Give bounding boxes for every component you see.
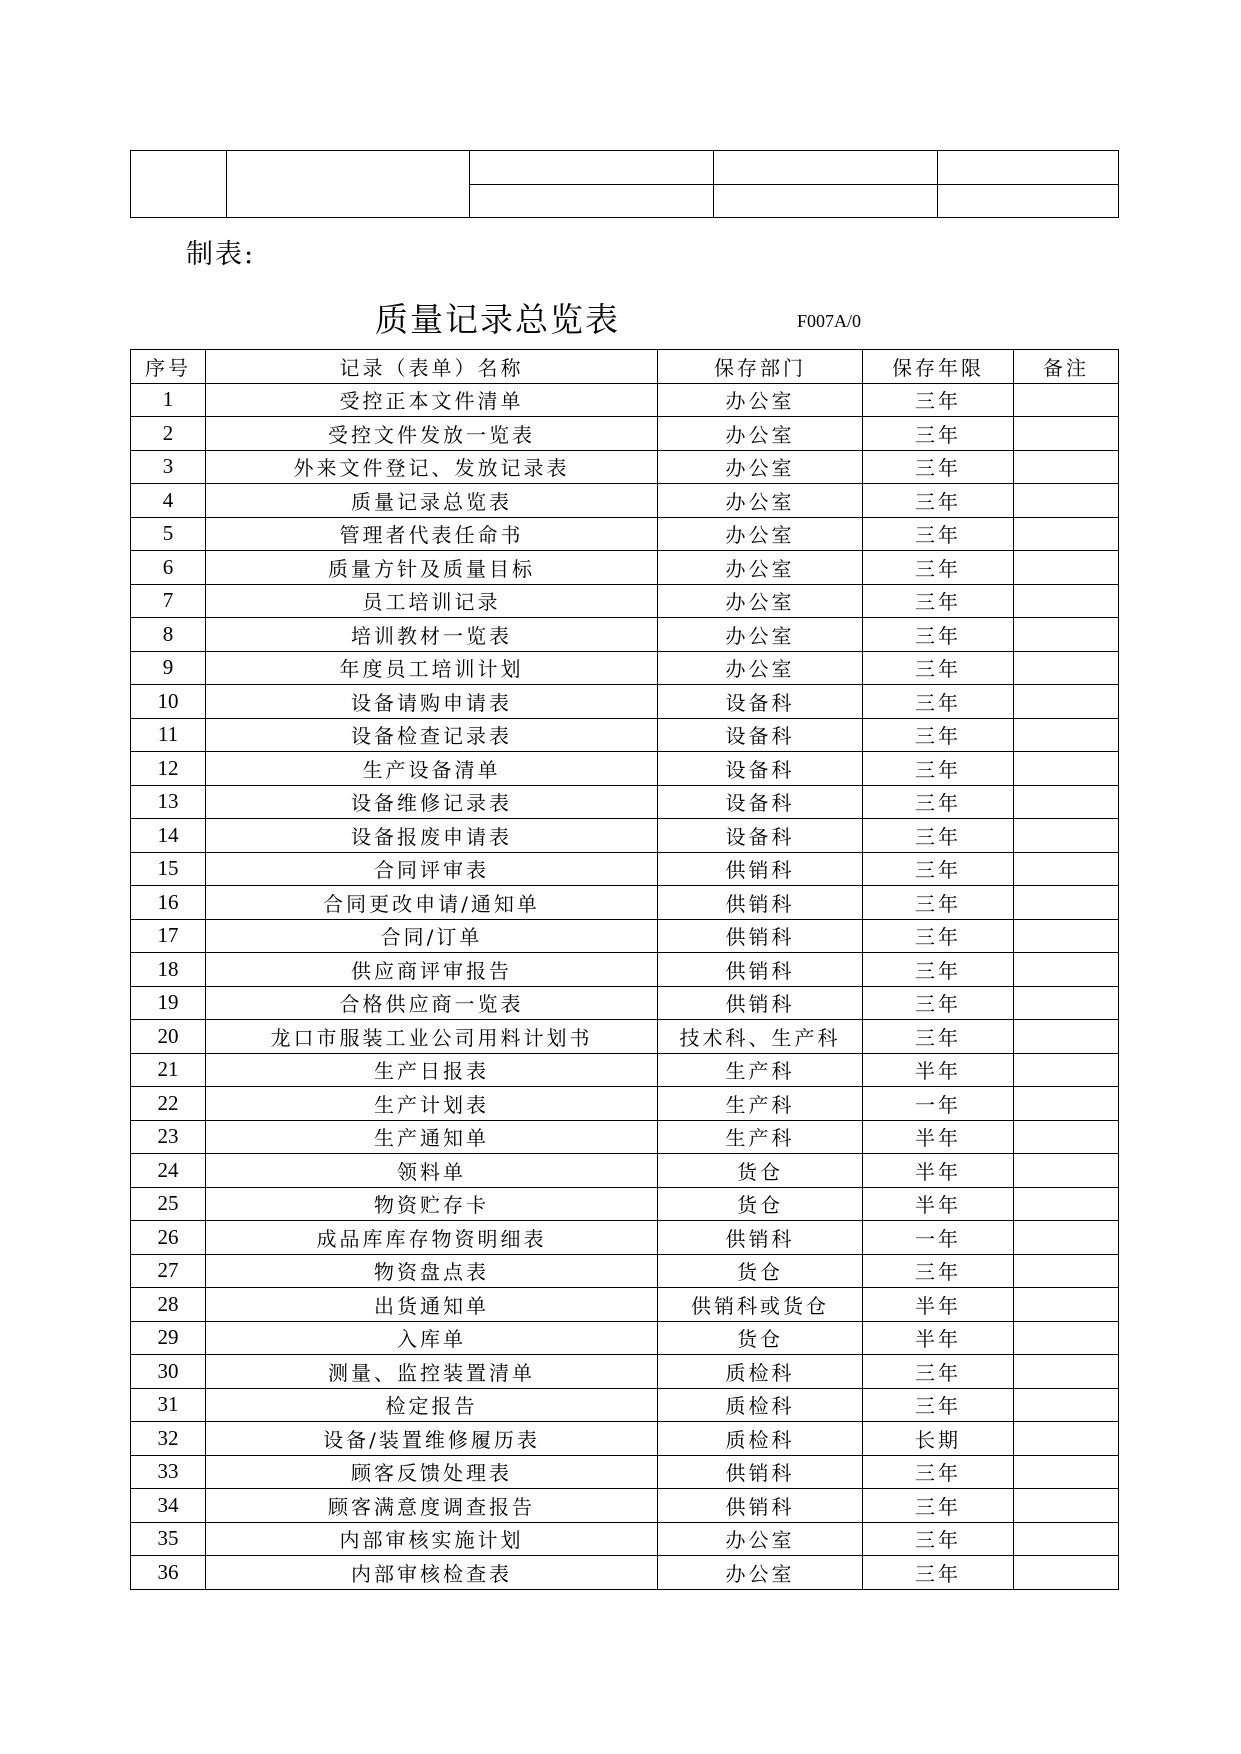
retention-cell: 三年 [863,953,1014,987]
remarks-cell [1014,551,1119,585]
record-name-cell: 检定报告 [206,1388,658,1422]
department-cell: 生产科 [658,1087,863,1121]
serial-cell: 9 [131,651,206,685]
serial-cell: 36 [131,1556,206,1590]
record-name-cell: 合同/订单 [206,919,658,953]
retention-cell: 三年 [863,919,1014,953]
remarks-cell [1014,1422,1119,1456]
record-name-cell: 管理者代表任命书 [206,517,658,551]
retention-cell: 三年 [863,1355,1014,1389]
retention-cell: 半年 [863,1288,1014,1322]
serial-cell: 7 [131,584,206,618]
record-name-cell: 生产设备清单 [206,752,658,786]
serial-cell: 14 [131,819,206,853]
retention-cell: 半年 [863,1120,1014,1154]
department-cell: 供销科 [658,852,863,886]
department-cell: 技术科、生产科 [658,1020,863,1054]
remarks-cell [1014,886,1119,920]
table-row [131,1288,1119,1322]
table-row [131,1455,1119,1489]
department-cell: 货仓 [658,1254,863,1288]
record-name-cell: 设备维修记录表 [206,785,658,819]
department-cell: 办公室 [658,517,863,551]
remarks-cell [1014,819,1119,853]
serial-cell: 16 [131,886,206,920]
remarks-cell [1014,1020,1119,1054]
header-retention: 保存年限 [863,350,1014,384]
table-row [131,785,1119,819]
header-serial: 序号 [131,350,206,384]
table-row [131,1422,1119,1456]
department-cell: 供销科 [658,986,863,1020]
table-row [131,1187,1119,1221]
department-cell: 供销科 [658,1489,863,1523]
remarks-cell [1014,1455,1119,1489]
record-name-cell: 物资盘点表 [206,1254,658,1288]
retention-cell: 三年 [863,1489,1014,1523]
retention-cell: 三年 [863,450,1014,484]
remarks-cell [1014,618,1119,652]
department-cell: 货仓 [658,1154,863,1188]
department-cell: 生产科 [658,1053,863,1087]
approval-cell [938,184,1119,218]
header-department: 保存部门 [658,350,863,384]
approval-cell [714,151,938,185]
record-name-cell: 合格供应商一览表 [206,986,658,1020]
record-name-cell: 入库单 [206,1321,658,1355]
remarks-cell [1014,1288,1119,1322]
retention-cell: 半年 [863,1053,1014,1087]
record-name-cell: 员工培训记录 [206,584,658,618]
serial-cell: 11 [131,718,206,752]
table-row [131,383,1119,417]
table-row [131,618,1119,652]
remarks-cell [1014,986,1119,1020]
retention-cell: 三年 [863,1020,1014,1054]
remarks-cell [1014,584,1119,618]
serial-cell: 32 [131,1422,206,1456]
remarks-cell [1014,852,1119,886]
remarks-cell [1014,1254,1119,1288]
serial-cell: 25 [131,1187,206,1221]
remarks-cell [1014,1489,1119,1523]
record-name-cell: 质量记录总览表 [206,484,658,518]
retention-cell: 三年 [863,484,1014,518]
retention-cell: 三年 [863,1556,1014,1590]
table-row [131,484,1119,518]
form-code: F007A/0 [797,311,862,331]
record-name-cell: 物资贮存卡 [206,1187,658,1221]
table-row [131,1087,1119,1121]
record-name-cell: 测量、监控装置清单 [206,1355,658,1389]
retention-cell: 三年 [863,718,1014,752]
department-cell: 供销科 [658,886,863,920]
department-cell: 设备科 [658,819,863,853]
table-row [131,685,1119,719]
serial-cell: 15 [131,852,206,886]
retention-cell: 一年 [863,1087,1014,1121]
remarks-cell [1014,785,1119,819]
department-cell: 办公室 [658,618,863,652]
table-row [131,1522,1119,1556]
retention-cell: 三年 [863,1388,1014,1422]
table-row [131,1221,1119,1255]
records-body [131,383,1119,1589]
approval-cell [470,151,714,185]
table-row [131,1489,1119,1523]
remarks-cell [1014,484,1119,518]
department-cell: 货仓 [658,1321,863,1355]
department-cell: 供销科 [658,953,863,987]
record-name-cell: 出货通知单 [206,1288,658,1322]
serial-cell: 4 [131,484,206,518]
remarks-cell [1014,1053,1119,1087]
retention-cell: 三年 [863,618,1014,652]
table-row [131,752,1119,786]
page-title: 质量记录总览表 [375,300,620,339]
retention-cell: 一年 [863,1221,1014,1255]
retention-cell: 三年 [863,383,1014,417]
serial-cell: 24 [131,1154,206,1188]
remarks-cell [1014,718,1119,752]
record-name-cell: 培训教材一览表 [206,618,658,652]
approval-table [130,150,1119,218]
department-cell: 供销科 [658,919,863,953]
header-remarks: 备注 [1014,350,1119,384]
table-row [131,1120,1119,1154]
record-name-cell: 供应商评审报告 [206,953,658,987]
table-row [131,819,1119,853]
record-name-cell: 生产日报表 [206,1053,658,1087]
table-row [131,517,1119,551]
serial-cell: 3 [131,450,206,484]
serial-cell: 6 [131,551,206,585]
table-header-row [131,350,1119,384]
department-cell: 质检科 [658,1355,863,1389]
retention-cell: 三年 [863,785,1014,819]
approval-cell [131,151,227,218]
record-name-cell: 合同更改申请/通知单 [206,886,658,920]
retention-cell: 三年 [863,1254,1014,1288]
serial-cell: 31 [131,1388,206,1422]
table-row [131,1020,1119,1054]
department-cell: 供销科或货仓 [658,1288,863,1322]
remarks-cell [1014,450,1119,484]
remarks-cell [1014,685,1119,719]
table-row [131,417,1119,451]
table-row [131,718,1119,752]
remarks-cell [1014,1388,1119,1422]
serial-cell: 34 [131,1489,206,1523]
retention-cell: 三年 [863,752,1014,786]
record-name-cell: 生产通知单 [206,1120,658,1154]
table-row [131,919,1119,953]
serial-cell: 27 [131,1254,206,1288]
department-cell: 质检科 [658,1422,863,1456]
serial-cell: 17 [131,919,206,953]
remarks-cell [1014,651,1119,685]
department-cell: 货仓 [658,1187,863,1221]
remarks-cell [1014,1556,1119,1590]
remarks-cell [1014,1087,1119,1121]
record-name-cell: 顾客满意度调查报告 [206,1489,658,1523]
department-cell: 办公室 [658,417,863,451]
department-cell: 办公室 [658,1556,863,1590]
record-name-cell: 外来文件登记、发放记录表 [206,450,658,484]
retention-cell: 三年 [863,1455,1014,1489]
approval-cell [227,151,470,218]
serial-cell: 28 [131,1288,206,1322]
retention-cell: 三年 [863,1522,1014,1556]
record-name-cell: 内部审核检查表 [206,1556,658,1590]
record-name-cell: 顾客反馈处理表 [206,1455,658,1489]
record-name-cell: 设备/装置维修履历表 [206,1422,658,1456]
remarks-cell [1014,417,1119,451]
record-name-cell: 质量方针及质量目标 [206,551,658,585]
retention-cell: 长期 [863,1422,1014,1456]
retention-cell: 三年 [863,584,1014,618]
table-row [131,651,1119,685]
remarks-cell [1014,383,1119,417]
remarks-cell [1014,1321,1119,1355]
record-name-cell: 设备请购申请表 [206,685,658,719]
table-row [131,1388,1119,1422]
table-row [131,852,1119,886]
retention-cell: 三年 [863,852,1014,886]
maker-label: 制表: [186,239,256,270]
serial-cell: 20 [131,1020,206,1054]
department-cell: 办公室 [658,383,863,417]
serial-cell: 10 [131,685,206,719]
serial-cell: 35 [131,1522,206,1556]
department-cell: 办公室 [658,651,863,685]
remarks-cell [1014,1120,1119,1154]
record-name-cell: 受控文件发放一览表 [206,417,658,451]
serial-cell: 19 [131,986,206,1020]
table-row [131,986,1119,1020]
serial-cell: 26 [131,1221,206,1255]
retention-cell: 三年 [863,986,1014,1020]
table-row [131,1355,1119,1389]
approval-cell [714,184,938,218]
remarks-cell [1014,1522,1119,1556]
serial-cell: 18 [131,953,206,987]
remarks-cell [1014,1355,1119,1389]
table-row [131,953,1119,987]
table-row [131,886,1119,920]
department-cell: 办公室 [658,551,863,585]
retention-cell: 三年 [863,417,1014,451]
retention-cell: 半年 [863,1321,1014,1355]
table-row [131,1254,1119,1288]
record-name-cell: 领料单 [206,1154,658,1188]
retention-cell: 三年 [863,819,1014,853]
department-cell: 供销科 [658,1455,863,1489]
remarks-cell [1014,919,1119,953]
remarks-cell [1014,1154,1119,1188]
remarks-cell [1014,1187,1119,1221]
department-cell: 办公室 [658,484,863,518]
serial-cell: 1 [131,383,206,417]
retention-cell: 三年 [863,651,1014,685]
serial-cell: 30 [131,1355,206,1389]
table-row [131,1556,1119,1590]
department-cell: 办公室 [658,1522,863,1556]
approval-cell [470,184,714,218]
table-row [131,450,1119,484]
retention-cell: 三年 [863,517,1014,551]
header-record-name: 记录（表单）名称 [206,350,658,384]
table-row [131,1053,1119,1087]
department-cell: 设备科 [658,718,863,752]
remarks-cell [1014,517,1119,551]
serial-cell: 33 [131,1455,206,1489]
retention-cell: 半年 [863,1187,1014,1221]
record-name-cell: 内部审核实施计划 [206,1522,658,1556]
department-cell: 设备科 [658,752,863,786]
table-row [131,551,1119,585]
department-cell: 设备科 [658,785,863,819]
serial-cell: 29 [131,1321,206,1355]
serial-cell: 21 [131,1053,206,1087]
record-name-cell: 设备报废申请表 [206,819,658,853]
record-name-cell: 成品库库存物资明细表 [206,1221,658,1255]
department-cell: 生产科 [658,1120,863,1154]
department-cell: 供销科 [658,1221,863,1255]
remarks-cell [1014,953,1119,987]
record-name-cell: 设备检查记录表 [206,718,658,752]
serial-cell: 2 [131,417,206,451]
serial-cell: 22 [131,1087,206,1121]
record-name-cell: 年度员工培训计划 [206,651,658,685]
retention-cell: 半年 [863,1154,1014,1188]
serial-cell: 23 [131,1120,206,1154]
retention-cell: 三年 [863,886,1014,920]
table-row [131,584,1119,618]
records-table [130,349,1119,1590]
record-name-cell: 龙口市服装工业公司用料计划书 [206,1020,658,1054]
serial-cell: 5 [131,517,206,551]
record-name-cell: 合同评审表 [206,852,658,886]
department-cell: 质检科 [658,1388,863,1422]
department-cell: 办公室 [658,450,863,484]
remarks-cell [1014,752,1119,786]
serial-cell: 8 [131,618,206,652]
serial-cell: 13 [131,785,206,819]
approval-cell [938,151,1119,185]
table-row [131,1154,1119,1188]
retention-cell: 三年 [863,551,1014,585]
department-cell: 设备科 [658,685,863,719]
serial-cell: 12 [131,752,206,786]
table-row [131,1321,1119,1355]
record-name-cell: 受控正本文件清单 [206,383,658,417]
retention-cell: 三年 [863,685,1014,719]
remarks-cell [1014,1221,1119,1255]
department-cell: 办公室 [658,584,863,618]
record-name-cell: 生产计划表 [206,1087,658,1121]
